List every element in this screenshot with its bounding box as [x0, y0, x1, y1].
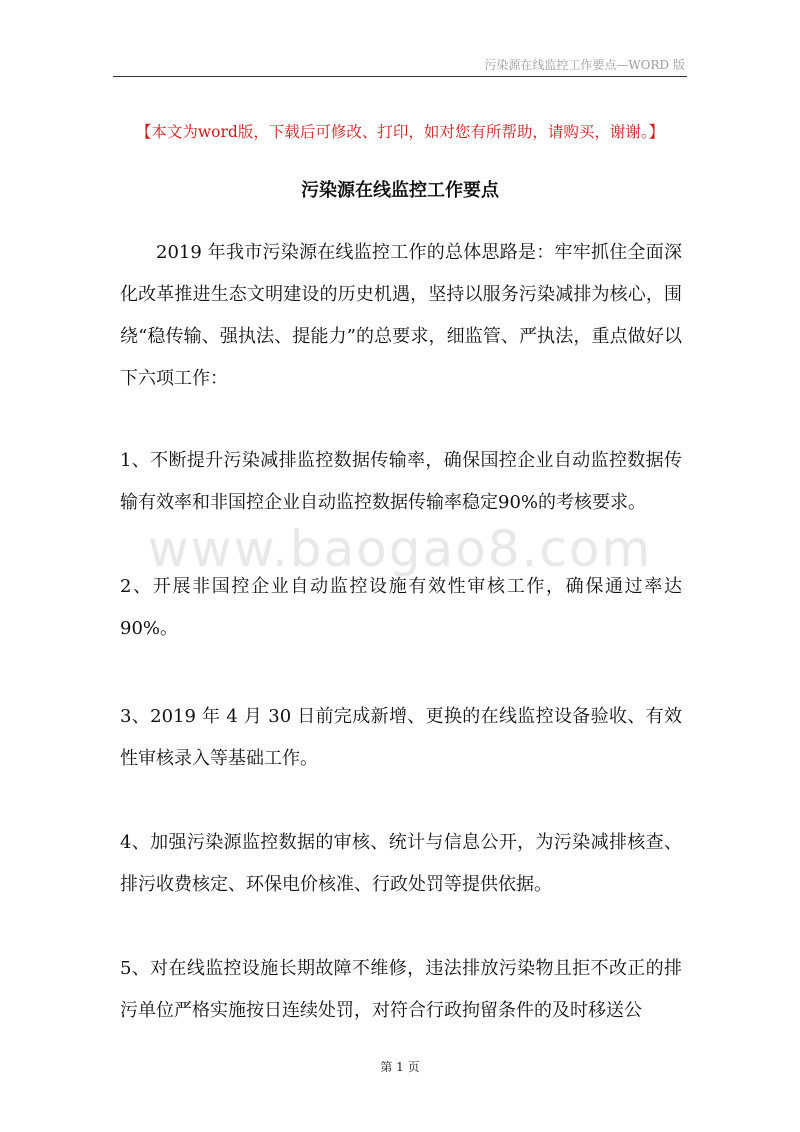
- list-item: 5、对在线监控设施长期故障不维修，违法排放污染物且拒不改正的排污单位严格实施按日连续处罚，对符合行政拘留条件的及时移送公: [120, 958, 682, 1021]
- watermark: www.baogao8.com: [147, 520, 653, 578]
- document-title: 污染源在线监控工作要点: [301, 180, 499, 201]
- page-number: 第 1 页: [380, 1060, 420, 1074]
- intro-paragraph: 2019 年我市污染源在线监控工作的总体思路是：牢牢抓住全面深化改革推进生态文明建设的历史机遇，坚持以服务污染减排为核心，围绕“稳传输、强执法、提能力”的总要求，细监管、严执法，重点做好以下六项工作：: [120, 242, 682, 389]
- running-header: 污染源在线监控工作要点—WORD 版: [484, 58, 685, 72]
- purchase-notice: 【本文为word版，下载后可修改、打印，如对您有所帮助，请购买，谢谢。】: [135, 123, 665, 141]
- list-item: 3、2019 年 4 月 30 日前完成新增、更换的在线监控设备验收、有效性审核录入等基础工作。: [120, 706, 682, 769]
- header-divider: [113, 76, 687, 77]
- list-item: 2、开展非国控企业自动监控设施有效性审核工作，确保通过率达90%。: [120, 576, 682, 639]
- list-item: 4、加强污染源监控数据的审核、统计与信息公开，为污染减排核查、排污收费核定、环保电价核准、行政处罚等提供依据。: [120, 832, 682, 895]
- list-item: 1、不断提升污染减排监控数据传输率，确保国控企业自动监控数据传输有效率和非国控企业自动监控数据传输率稳定90%的考核要求。: [120, 450, 682, 513]
